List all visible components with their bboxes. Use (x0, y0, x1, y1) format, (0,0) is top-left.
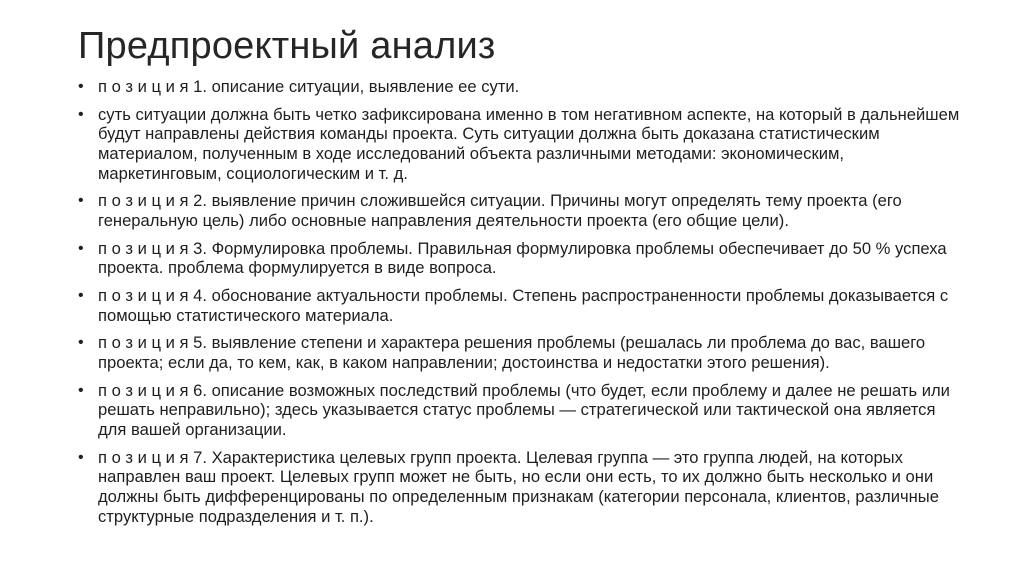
bullet-icon: • (78, 239, 84, 257)
bullet-list (78, 77, 964, 526)
list-item (78, 105, 964, 183)
list-item (78, 448, 964, 526)
bullet-icon: • (78, 192, 84, 210)
slide-title: Предпроектный анализ (78, 25, 496, 67)
list-item-text: суть ситуации должна быть четко зафиксирована именно в том негативном аспекте, на который в дальнейшем будут направлены действия команды проекта. Суть ситуации должна быть доказана статистическим материалом, полученным в ходе исследований объекта различными методами: экономическим, маркетинговым, социологическим и т. д. (98, 104, 960, 183)
list-item-text: п о з и ц и я 4. обоснование актуальности проблемы. Степень распространенности проблемы доказывается с помощью статистического материала. (98, 286, 949, 325)
list-item-text: п о з и ц и я 3. Формулировка проблемы. Правильная формулировка проблемы обеспечивает до 50 % успеха проекта. проблема формулируется в виде вопроса. (98, 238, 947, 278)
list-item (78, 239, 964, 278)
list-item (78, 77, 964, 97)
list-item (78, 381, 964, 440)
bullet-icon: • (78, 287, 84, 305)
list-item-text: п о з и ц и я 7. Характеристика целевых групп проекта. Целевая группа — это группа людей, на которых направлен ваш проект. Целевых групп может не быть, но если они есть, то их должно быть несколько и они должны быть дифференцированы по определенным признакам (категории персонала, клиентов, различные структурные подразделения и т. п.). (98, 447, 939, 526)
bullet-icon: • (78, 78, 84, 95)
list-item (78, 191, 964, 230)
list-item-text: п о з и ц и я 1. описание ситуации, выявление ее сути. (98, 77, 520, 96)
bullet-icon: • (78, 105, 84, 123)
bullet-icon: • (78, 381, 84, 399)
list-item (78, 286, 964, 325)
bullet-icon: • (78, 448, 84, 466)
list-item-text: п о з и ц и я 5. выявление степени и характера решения проблемы (решалась ли проблема до вас, вашего проекта; если да, то кем, как, в каком направлении; достоинства и недостатки этого решения). (98, 333, 926, 373)
list-item-text: п о з и ц и я 6. описание возможных последствий проблемы (что будет, если проблему и далее не решать или решать неправильно); здесь указывается статус проблемы — стратегической или тактической она является для вашей организации. (98, 380, 950, 440)
list-item (78, 333, 964, 372)
bullet-icon: • (78, 334, 84, 352)
list-item-text: п о з и ц и я 2. выявление причин сложившейся ситуации. Причины могут определять тему проекта (его генеральную цель) либо основные направления деятельности проекта (его общие цели). (98, 191, 902, 230)
